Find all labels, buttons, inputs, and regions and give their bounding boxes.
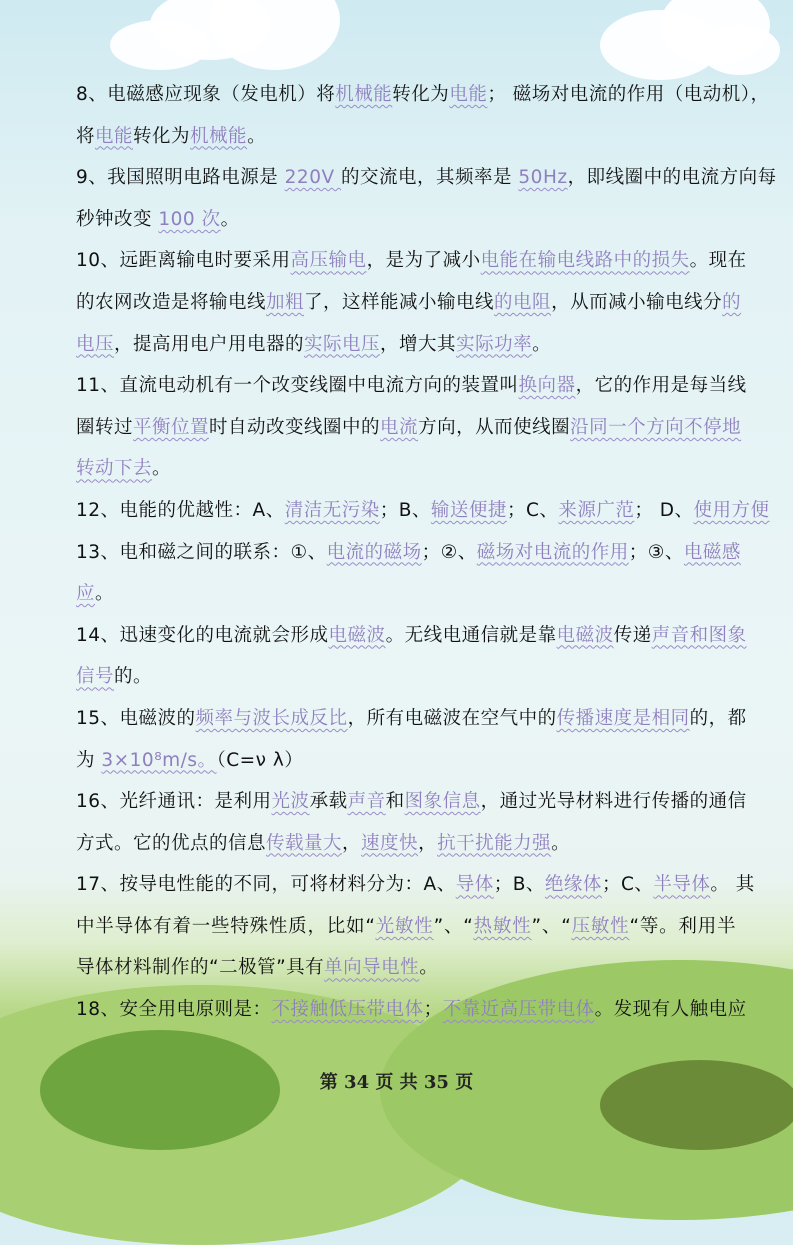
- body-text: 10、远距离输电时要采用: [76, 250, 291, 272]
- body-text: 的交流电，其频率是: [341, 167, 519, 189]
- answer-text: 转动下去: [76, 458, 153, 480]
- answer-text: 半导体: [653, 874, 711, 896]
- body-text: 导体材料制作的“二极管”具有: [76, 957, 325, 979]
- body-text: 。: [95, 583, 115, 605]
- body-text: ，: [418, 832, 438, 854]
- body-text: ； 磁场对电流的作用（电动机），: [487, 84, 770, 105]
- body-text: （C=ν λ）: [216, 749, 304, 771]
- answer-text: 3×10⁸m/s。: [101, 749, 217, 771]
- answer-text: 220V: [284, 167, 342, 189]
- text-line: [76, 240, 747, 282]
- answer-text: 机械能: [190, 125, 248, 147]
- text-line: [76, 157, 777, 199]
- body-text: 。发现有人触电应: [594, 999, 747, 1021]
- answer-text: 电能在输电线路中的损失: [480, 250, 690, 272]
- body-text: 和: [385, 791, 405, 813]
- answer-text: 速度快: [361, 832, 419, 854]
- body-text: 方式。它的优点的信息: [76, 832, 267, 854]
- answer-text: 应: [76, 583, 96, 605]
- answer-text: 电流: [380, 416, 419, 438]
- body-text: ，通过光导材料进行传播的通信: [480, 791, 747, 813]
- page-number: 第 34 页 共 35 页: [319, 1072, 474, 1093]
- text-line: [76, 448, 736, 490]
- body-text: 时自动改变线圈中的: [209, 416, 381, 438]
- text-line: [76, 573, 736, 615]
- body-text: 17、按导电性能的不同，可将材料分为：A、: [76, 874, 456, 896]
- body-text: ，是为了减小: [366, 250, 481, 272]
- body-text: 的农网改造是将输电线: [76, 291, 267, 313]
- body-text: ；C、: [506, 499, 559, 521]
- body-text: 12、电能的优越性：A、: [76, 499, 285, 521]
- body-text: ”、“: [433, 915, 474, 937]
- text-line: [76, 989, 747, 1031]
- answer-text: 使用方便: [693, 499, 770, 521]
- answer-text: 电能: [449, 84, 488, 105]
- body-text: 8、电磁感应现象（发电机）将: [76, 84, 336, 105]
- body-text: “等。利用半: [629, 915, 736, 937]
- body-text: 将: [76, 125, 96, 147]
- answer-text: 平衡位置: [133, 416, 210, 438]
- body-text: ，即线圈中的电流方向每: [567, 167, 777, 189]
- answer-text: 热敏性: [473, 915, 532, 937]
- answer-text: 图象信息: [404, 791, 481, 813]
- answer-text: 换向器: [518, 375, 576, 397]
- body-text: ；③、: [628, 541, 684, 563]
- body-text: ”、“: [531, 915, 572, 937]
- answer-text: 信号: [76, 666, 115, 688]
- body-text: 15、电磁波的: [76, 707, 196, 729]
- body-text: ，所有电磁波在空气中的: [347, 707, 557, 729]
- text-line: [76, 407, 742, 449]
- body-text: 的。: [114, 666, 153, 688]
- text-line: [76, 116, 736, 158]
- answer-text: 100 次: [158, 208, 221, 230]
- answer-text: 不接触低压带电体: [271, 999, 424, 1021]
- body-text: 16、光纤通讯：是利用: [76, 791, 272, 813]
- answer-text: 传载量大: [266, 832, 343, 854]
- body-text: ；C、: [601, 874, 654, 896]
- body-text: 转化为: [392, 84, 450, 105]
- body-text: ；B、: [493, 874, 545, 896]
- text-line: [76, 490, 770, 532]
- body-text: 方向，从而使线圈: [418, 416, 571, 438]
- text-line: [76, 365, 747, 407]
- body-text: 18、安全用电原则是：: [76, 999, 272, 1021]
- body-text: 11、直流电动机有一个改变线圈中电流方向的装置叫: [76, 375, 519, 397]
- answer-text: 电压: [76, 333, 115, 355]
- body-text: 中半导体有着一些特殊性质，比如“: [76, 915, 376, 937]
- answer-text: 沿同一个方向不停地: [570, 416, 742, 438]
- body-text: 。: [152, 458, 172, 480]
- text-line: [76, 324, 736, 366]
- answer-text: 清洁无污染: [284, 499, 380, 521]
- body-text: 9、我国照明电路电源是: [76, 167, 285, 189]
- answer-text: 传播速度是相同: [556, 707, 690, 729]
- body-text: ；②、: [421, 541, 477, 563]
- answer-text: 光敏性: [375, 915, 434, 937]
- body-text: 承载: [309, 791, 348, 813]
- body-text: ，从而减小输电线分: [551, 291, 723, 313]
- body-text: ，增大其: [380, 333, 457, 355]
- answer-text: 单向导电性: [324, 957, 420, 979]
- body-text: 了，这样能减小输电线: [304, 291, 495, 313]
- body-text: 为: [76, 749, 102, 771]
- answer-text: 电磁波: [556, 624, 614, 646]
- answer-text: 频率与波长成反比: [195, 707, 348, 729]
- body-text: 圈转过: [76, 416, 134, 438]
- body-text: ；: [423, 999, 443, 1021]
- text-line: [76, 698, 747, 740]
- body-text: 。: [551, 832, 571, 854]
- text-line: [76, 615, 747, 657]
- answer-text: 实际功率: [456, 333, 533, 355]
- text-line: [76, 532, 741, 574]
- text-line: [76, 656, 736, 698]
- answer-text: 机械能: [335, 84, 393, 105]
- answer-text: 的: [722, 291, 742, 313]
- body-text: 传递: [613, 624, 652, 646]
- text-line: [76, 864, 755, 906]
- body-text: 。: [419, 957, 439, 979]
- answer-text: 声音: [347, 791, 386, 813]
- body-text: 秒钟改变: [76, 208, 159, 230]
- answer-text: 实际电压: [304, 333, 381, 355]
- answer-text: 导体: [455, 874, 494, 896]
- body-text: 。: [532, 333, 552, 355]
- body-text: 转化为: [133, 125, 191, 147]
- body-text: 。现在: [689, 250, 747, 272]
- body-text: 。: [247, 125, 267, 147]
- text-line: [76, 74, 770, 116]
- document-body: [76, 74, 777, 1031]
- body-text: ；B、: [379, 499, 431, 521]
- answer-text: 磁场对电流的作用: [476, 541, 629, 563]
- text-line: [76, 781, 747, 823]
- body-text: 14、迅速变化的电流就会形成: [76, 624, 329, 646]
- text-line: [76, 199, 736, 241]
- body-text: ； D、: [634, 499, 694, 521]
- answer-text: 绝缘体: [544, 874, 602, 896]
- answer-text: 来源广范: [558, 499, 635, 521]
- answer-text: 输送便捷: [430, 499, 507, 521]
- answer-text: 加粗: [266, 291, 305, 313]
- answer-text: 高压输电: [290, 250, 367, 272]
- answer-text: 50Hz: [518, 167, 568, 189]
- body-text: ，: [342, 832, 362, 854]
- answer-text: 电磁感: [683, 541, 741, 563]
- answer-text: 电磁波: [328, 624, 386, 646]
- answer-text: 压敏性: [571, 915, 630, 937]
- text-line: [76, 740, 736, 782]
- body-text: 。 其: [710, 874, 755, 896]
- body-text: ，提高用电户用电器的: [114, 333, 305, 355]
- answer-text: 电流的磁场: [326, 541, 422, 563]
- answer-text: 电能: [95, 125, 134, 147]
- body-text: 13、电和磁之间的联系：①、: [76, 541, 327, 563]
- answer-text: 抗干扰能力强: [437, 832, 552, 854]
- text-line: [76, 947, 736, 989]
- body-text: 。: [220, 208, 240, 230]
- answer-text: 的电阻: [494, 291, 552, 313]
- body-text: 。无线电通信就是靠: [385, 624, 557, 646]
- answer-text: 不靠近高压带电体: [442, 999, 595, 1021]
- answer-text: 光波: [271, 791, 310, 813]
- text-line: [76, 823, 736, 865]
- body-text: ，它的作用是每当线: [575, 375, 747, 397]
- body-text: 的，都: [689, 707, 747, 729]
- answer-text: 声音和图象: [651, 624, 747, 646]
- text-line: [76, 282, 742, 324]
- text-line: [76, 906, 736, 948]
